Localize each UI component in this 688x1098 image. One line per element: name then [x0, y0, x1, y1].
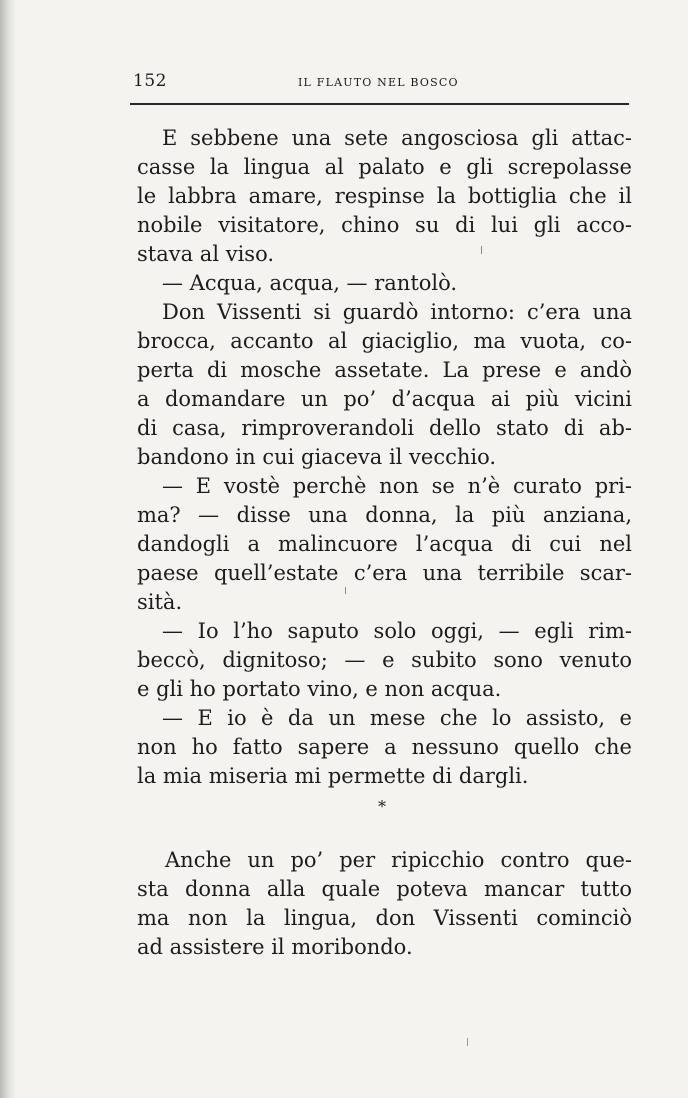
- text-line: beccò, dignitoso; — e subito sono venuto: [137, 648, 632, 672]
- text-line: casse la lingua al palato e gli screpolasse: [137, 155, 632, 179]
- text-line: ma non la lingua, don Vissenti cominciò: [137, 906, 632, 930]
- text-line: — E vostè perchè non se n’è curato pri-: [162, 474, 632, 498]
- text-line: a domandare un po’ d’acqua ai più vicini: [137, 387, 632, 411]
- text-line: di casa, rimproverandoli dello stato di ab-: [137, 416, 632, 440]
- text-line: — Acqua, acqua, — rantolò.: [162, 271, 458, 295]
- text-line: paese quell’estate c’era una terribile scar-: [137, 561, 632, 585]
- text-line: — Io l’ho saputo solo oggi, — egli rim-: [162, 619, 632, 643]
- text-line: Don Vissenti si guardò intorno: c’era una: [162, 300, 632, 324]
- text-line: brocca, accanto al giaciglio, ma vuota, co-: [137, 329, 632, 353]
- text-line: le labbra amare, respinse la bottiglia che il: [137, 184, 632, 208]
- text-line: sità.: [137, 590, 183, 614]
- header-rule: [130, 103, 629, 105]
- running-title: IL FLAUTO NEL BOSCO: [298, 76, 459, 89]
- text-line: dandogli a malincuore l’acqua di cui nel: [137, 532, 632, 556]
- text-line: ad assistere il moribondo.: [137, 935, 413, 959]
- text-line: sta donna alla quale poteva mancar tutto: [137, 877, 632, 901]
- text-line: — E io è da un mese che lo assisto, e: [162, 706, 632, 730]
- text-line: Anche un po’ per ripicchio contro que-: [165, 848, 632, 872]
- page-number: 152: [133, 71, 167, 91]
- text-line: non ho fatto sapere a nessuno quello che: [137, 735, 632, 759]
- section-separator: *: [378, 797, 386, 816]
- text-line: bandono in cui giaceva il vecchio.: [137, 445, 497, 469]
- text-block-1: [137, 124, 632, 791]
- text-line: la mia miseria mi permette di dargli.: [137, 764, 529, 788]
- print-speck: [345, 587, 346, 594]
- print-speck: [481, 246, 482, 254]
- text-line: e gli ho portato vino, e non acqua.: [137, 677, 502, 701]
- text-line: nobile visitatore, chino su di lui gli acco-: [137, 213, 632, 237]
- print-speck: [467, 1038, 468, 1046]
- text-line: stava al viso.: [137, 242, 275, 266]
- text-block-2: [137, 846, 632, 962]
- text-line: E sebbene una sete angosciosa gli attac-: [162, 126, 632, 150]
- text-line: ma? — disse una donna, la più anziana,: [137, 503, 632, 527]
- text-line: perta di mosche assetate. La prese e andò: [137, 358, 632, 382]
